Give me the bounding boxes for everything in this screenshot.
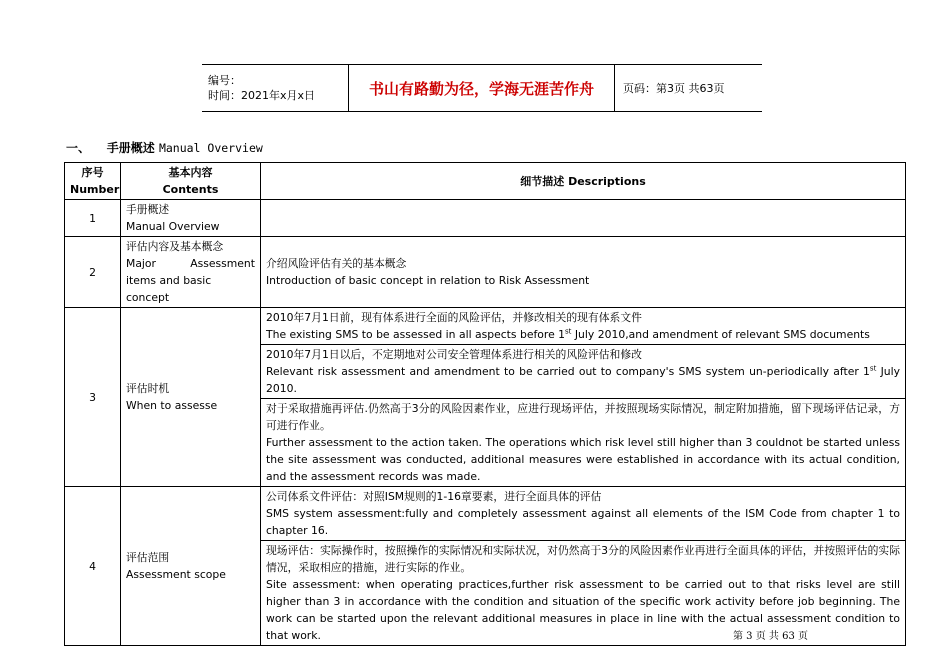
row-description [261,237,906,308]
row-contents-en-line: items and basic concept [126,274,212,304]
row-contents [121,237,261,308]
block-cn: 2010年7月1日以后，不定期地对公司安全管理体系进行相关的风险评估和修改 [266,348,642,361]
section-title-cn: 手册概述 [106,141,155,155]
row-number: 4 [65,487,121,646]
table-row [65,487,906,541]
row-description-cn: 介绍风险评估有关的基本概念 [266,257,407,270]
header-contents-en: Contents [162,183,219,196]
table-header-row [65,163,906,200]
row-description-en: Introduction of basic concept in relation to Risk Assessment [266,274,590,287]
row-number: 2 [65,237,121,308]
row-contents-en: Assessment scope [126,568,226,581]
row-contents [121,200,261,237]
row-description [261,200,906,237]
row-contents-cn: 评估时机 [126,382,170,395]
block-en: Site assessment: when operating practices,further risk assessment to be carried out to that risks level are still higher than 3 in accordance with the condition and situation of the specific work activity before job beginning. The work can be started upon the relevant additional measures in place in line with the actual assessment condition to that work. [266,578,900,642]
header-number-en: Number [70,183,120,196]
row-contents-en-line: Major Assessment [126,257,255,270]
block-cn: 公司体系文件评估：对照ISM规则的1-16章要素，进行全面具体的评估 [266,490,602,503]
section-heading [66,139,263,156]
row-contents [121,308,261,487]
block-en: The existing SMS to be assessed in all aspects before 1st July 2010,and amendment of relevant SMS documents [266,327,870,341]
block-en: Relevant risk assessment and amendment to be carried out to company's SMS system un-periodically after 1st July 2010. [266,364,901,395]
row-description-block [261,541,906,646]
header-page-info: 页码：第3页 共63页 [615,65,763,112]
row-contents-en: When to assesse [126,399,218,412]
header-contents-cn: 基本内容 [168,166,213,179]
header-descriptions: 细节描述 Descriptions [261,163,906,200]
section-title-en: Manual Overview [158,141,263,155]
header-contents [121,163,261,200]
table-row [65,237,906,308]
row-contents-cn: 评估范围 [126,551,170,564]
row-description-block [261,308,906,345]
row-number: 1 [65,200,121,237]
row-description-block [261,399,906,487]
serial-label: 编号： [208,74,241,87]
page-footer: 第 3 页 共 63 页 [733,631,808,642]
row-contents-cn: 评估内容及基本概念 [126,240,224,253]
block-cn: 2010年7月1日前，现有体系进行全面的风险评估，并修改相关的现有体系文件 [266,311,642,324]
time-text: 时间：2021年x月x日 [208,89,316,102]
block-en: Further assessment to the action taken. The operations which risk level still higher than 3 couldnot be started unless the site assessment was conducted, additional measures were established in accordance with its actual condition, and the assessment records was made. [266,436,900,483]
row-number: 3 [65,308,121,487]
overview-table [64,162,906,646]
page-header [202,64,762,112]
row-contents-en: Manual Overview [126,220,220,233]
block-cn: 现场评估：实际操作时，按照操作的实际情况和实际状况，对仍然高于3分的风险因素作业再进行全面具体的评估，并按照评估的实际情况，采取相应的措施，进行实际的作业。 [266,544,900,574]
row-contents [121,487,261,646]
row-description-block [261,487,906,541]
header-number-cn: 序号 [81,166,104,179]
section-number: 一、 [66,141,91,155]
block-cn: 对于采取措施再评估.仍然高于3分的风险因素作业，应进行现场评估，并按照现场实际情况，制定附加措施，留下现场评估记录，方可进行作业。 [266,402,900,432]
row-description-block [261,345,906,399]
header-meta [202,65,349,112]
row-contents-cn: 手册概述 [126,203,170,216]
header-number [65,163,121,200]
table-row [65,308,906,345]
header-motto: 书山有路勤为径，学海无涯苦作舟 [349,65,615,112]
table-row [65,200,906,237]
block-en: SMS system assessment:fully and completely assessment against all elements of the ISM Code from chapter 1 to chapter 16. [266,507,900,537]
